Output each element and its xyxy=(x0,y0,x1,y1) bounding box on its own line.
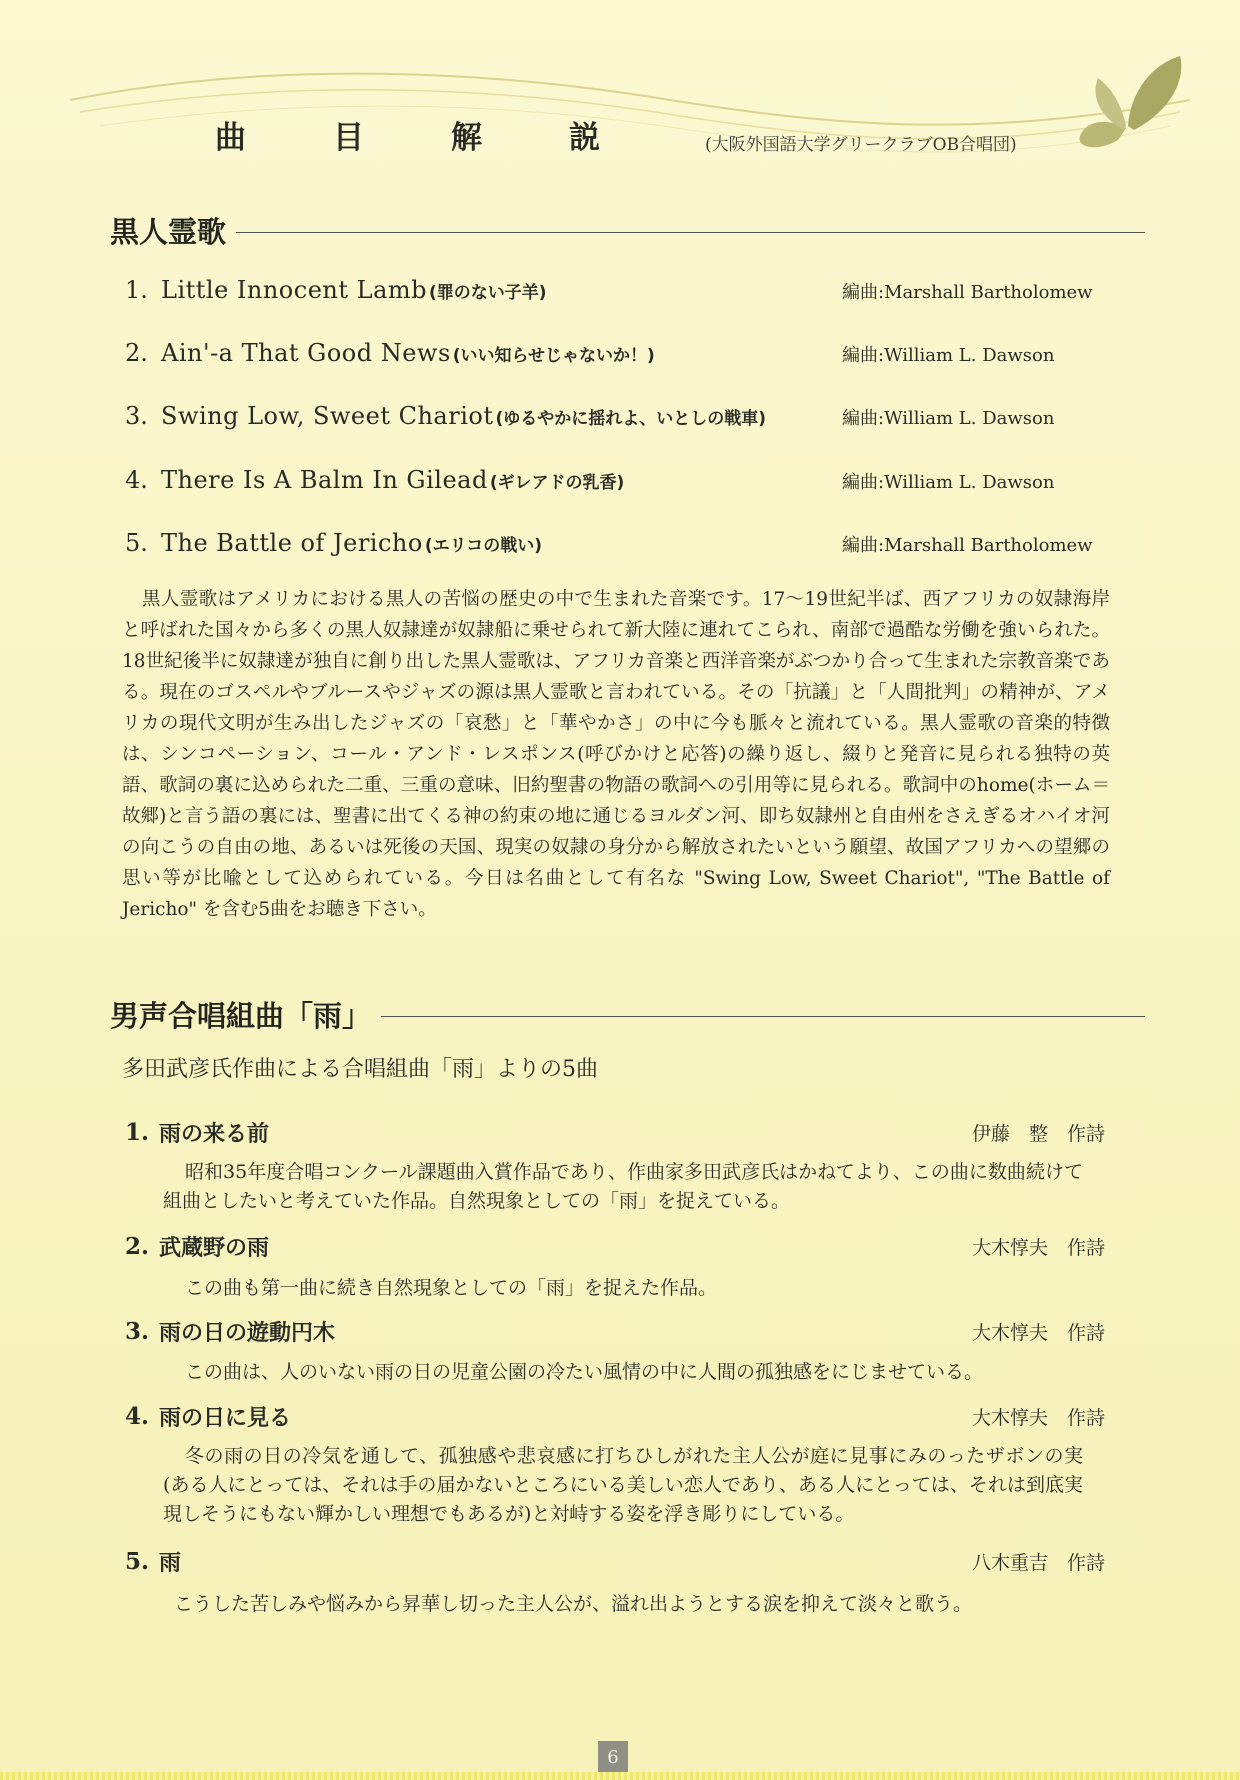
piece-title: 雨の日に見る xyxy=(159,1405,292,1431)
piece-number: 2. xyxy=(125,1232,150,1260)
suite-subtitle: 多田武彦氏作曲による合唱組曲「雨」よりの5曲 xyxy=(122,1057,598,1082)
piece-description: 冬の雨の日の冷気を通して、孤独感や悲哀感に打ちひしがれた主人公が庭に見事にみのったザボンの実(ある人にとっては、それは手の届かないところにいる美しい恋人であり、ある人にとっては、それは到底実現しそうにもない輝かしい理想でもあるが)と対峙する姿を浮き彫りにしている。 xyxy=(163,1445,1083,1525)
piece-description: こうした苦しみや悩みから昇華し切った主人公が、溢れ出ようとする涙を抑えて淡々と歌う。 xyxy=(174,1593,973,1615)
song-item xyxy=(125,462,1105,498)
piece-description: この曲は、人のいない雨の日の児童公園の冷たい風情の中に人間の孤独感をにじませている。 xyxy=(185,1361,984,1383)
section-heading-spirituals xyxy=(110,210,1145,250)
performer-name: (大阪外国語大学グリークラブOB合唱団) xyxy=(705,135,1017,155)
song-arranger: 編曲:William L. Dawson xyxy=(842,472,1055,493)
section-heading-label: 男声合唱組曲「雨」 xyxy=(110,998,372,1033)
piece-number: 5. xyxy=(125,1547,150,1575)
piece-number: 4. xyxy=(125,1402,150,1430)
piece-poet: 大木惇夫 作詩 xyxy=(971,1322,1105,1344)
piece-item xyxy=(125,1230,1105,1262)
song-subtitle: (罪のない子羊) xyxy=(429,282,547,303)
song-subtitle: (ゆるやかに揺れよ、いとしの戦車) xyxy=(495,408,767,429)
song-title: There Is A Balm In Gilead xyxy=(161,466,488,494)
piece-poet: 大木惇夫 作詩 xyxy=(971,1407,1105,1429)
page-title: 曲 目 解 説 xyxy=(215,120,628,156)
section-heading-rain-suite xyxy=(110,994,1145,1034)
song-subtitle: (エリコの戦い) xyxy=(424,535,543,556)
song-number: 3. xyxy=(125,402,148,430)
song-title: Swing Low, Sweet Chariot xyxy=(161,402,494,430)
piece-poet: 伊藤 整 作詩 xyxy=(971,1123,1105,1145)
piece-title: 雨の来る前 xyxy=(159,1121,270,1147)
piece-title: 雨 xyxy=(159,1550,182,1576)
piece-item xyxy=(125,1116,1105,1148)
song-item xyxy=(125,525,1105,561)
song-item xyxy=(125,335,1105,371)
song-arranger: 編曲:Marshall Bartholomew xyxy=(842,535,1093,556)
piece-poet: 八木重吉 作詩 xyxy=(971,1552,1105,1574)
song-number: 1. xyxy=(125,276,148,304)
piece-poet: 大木惇夫 作詩 xyxy=(971,1237,1105,1259)
piece-description: この曲も第一曲に続き自然現象としての「雨」を捉えた作品。 xyxy=(185,1277,718,1299)
song-subtitle: (ギレアドの乳香) xyxy=(489,472,625,493)
piece-item xyxy=(125,1400,1105,1432)
song-arranger: 編曲:Marshall Bartholomew xyxy=(842,282,1093,303)
song-subtitle: (いい知らせじゃないか！) xyxy=(452,345,655,366)
piece-number: 1. xyxy=(125,1118,150,1146)
song-arranger: 編曲:William L. Dawson xyxy=(842,345,1055,366)
song-item xyxy=(125,398,1105,434)
song-title: Little Innocent Lamb xyxy=(161,276,427,304)
page-number: 6 xyxy=(598,1741,628,1773)
song-title: The Battle of Jericho xyxy=(161,529,423,557)
piece-item xyxy=(125,1545,1105,1577)
song-number: 2. xyxy=(125,339,148,367)
piece-number: 3. xyxy=(125,1317,150,1345)
piece-title: 雨の日の遊動円木 xyxy=(159,1320,336,1346)
section-rule xyxy=(381,1016,1145,1017)
song-number: 4. xyxy=(125,466,148,494)
section-rule xyxy=(236,232,1145,233)
butterfly-icon xyxy=(1068,48,1188,158)
song-title: Ain'-a That Good News xyxy=(161,339,451,367)
section-heading-label: 黒人霊歌 xyxy=(110,214,227,249)
piece-item xyxy=(125,1315,1105,1347)
piece-title: 武蔵野の雨 xyxy=(159,1235,270,1261)
piece-description: 昭和35年度合唱コンクール課題曲入賞作品であり、作曲家多田武彦氏はかねてより、この曲に数曲続けて組曲としたいと考えていた作品。自然現象としての「雨」を捉えている。 xyxy=(163,1161,1083,1212)
song-arranger: 編曲:William L. Dawson xyxy=(842,408,1055,429)
bottom-band xyxy=(0,1772,1240,1780)
song-item xyxy=(125,272,1105,308)
song-number: 5. xyxy=(125,529,148,557)
spirituals-description: 黒人霊歌はアメリカにおける黒人の苦悩の歴史の中で生まれた音楽です。17～19世紀半ば、西アフリカの奴隷海岸と呼ばれた国々から多くの黒人奴隷達が奴隷船に乗せられて新大陸に連れてこられ、南部で過酷な労働を強いられた。18世紀後半に奴隷達が独自に創り出した黒人霊歌は、アフリカ音楽と西洋音楽がぶつかり合って生まれた宗教音楽である。現在のゴスペルやブルースやジャズの源は黒人霊歌と言われている。その「抗議」と「人間批判」の精神が、アメリカの現代文明が生み出したジャズの「哀愁」と「華やかさ」の中に今も脈々と流れている。黒人霊歌の音楽的特徴は、シンコペーション、コール・アンド・レスポンス(呼びかけと応答)の繰り返し、綴りと発音に見られる独特の英語、歌詞の裏に込められた二重、三重の意味、旧約聖書の物語の歌詞への引用等に見られる。歌詞中のhome(ホーム＝故郷)と言う語の裏には、聖書に出てくる神の約束の地に通じるヨルダン河、即ち奴隷州と自由州をさえぎるオハイオ河の向こうの自由の地、あるいは死後の天国、現実の奴隷の身分から解放されたいという願望、故国アフリカへの望郷の思い等が比喩として込められている。今日は名曲として有名な "Swing Low, Sweet Chariot", "The Battle of Jericho" を含む5曲をお聴き下さい。 xyxy=(122,589,1110,920)
